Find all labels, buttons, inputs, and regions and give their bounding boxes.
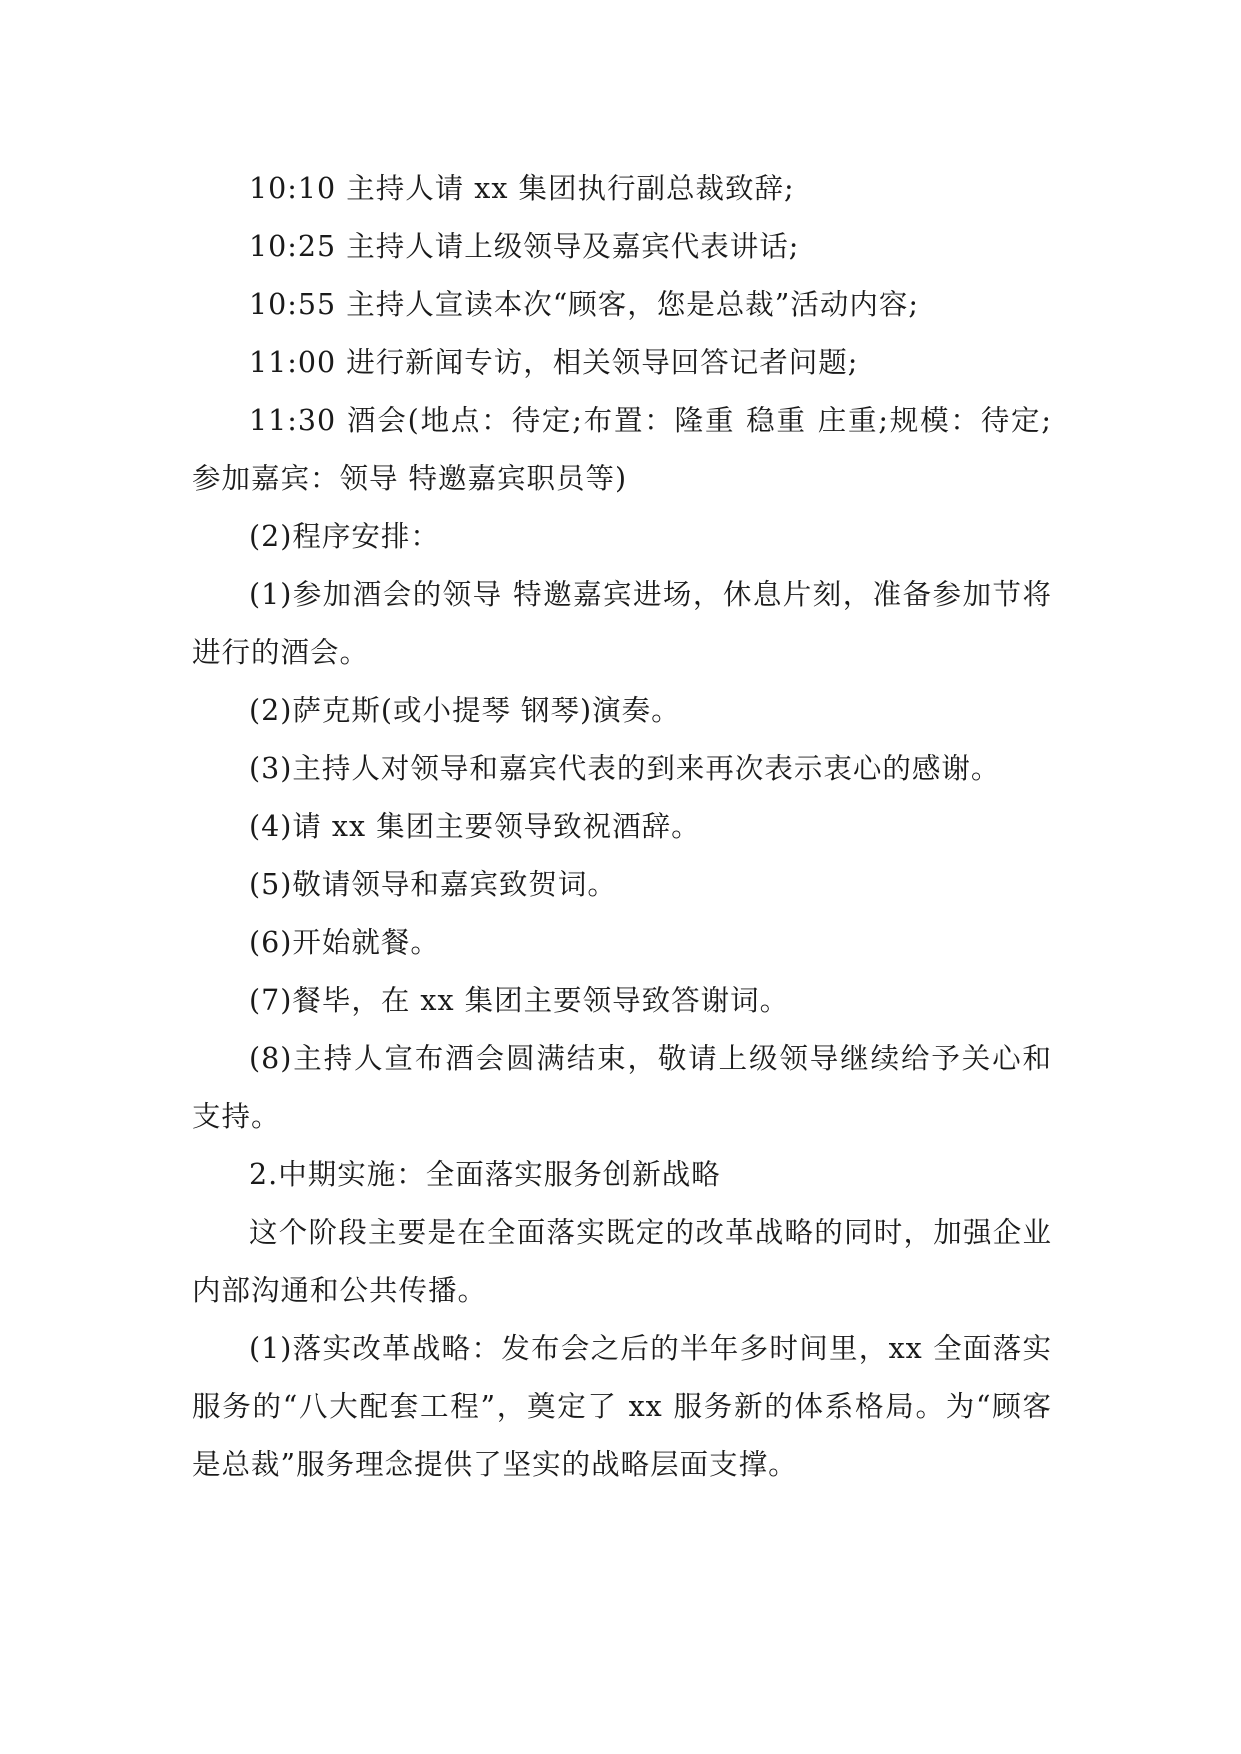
schedule-item-1130: 11:30 酒会(地点：待定;布置：隆重 稳重 庄重;规模：待定;参加嘉宾：领导 特邀嘉宾职员等) bbox=[192, 404, 1052, 495]
body-paragraph-mid-term: 这个阶段主要是在全面落实既定的改革战略的同时，加强企业内部沟通和公共传播。 bbox=[192, 1216, 1052, 1307]
section-heading-mid-term: 2.中期实施：全面落实服务创新战略 bbox=[249, 1158, 721, 1191]
section-heading-program: (2)程序安排： bbox=[249, 520, 440, 553]
schedule-item-1100: 11:00 进行新闻专访，相关领导回答记者问题; bbox=[249, 346, 859, 379]
program-step-8: (8)主持人宣布酒会圆满结束，敬请上级领导继续给予关心和支持。 bbox=[192, 1042, 1052, 1133]
program-step-4: (4)请 xx 集团主要领导致祝酒辞。 bbox=[249, 810, 701, 843]
body-paragraph-reform: (1)落实改革战略：发布会之后的半年多时间里，xx 全面落实服务的“八大配套工程”，奠定了 xx 服务新的体系格局。为“顾客是总裁”服务理念提供了坚实的战略层面支撑。 bbox=[192, 1332, 1052, 1481]
program-step-1: (1)参加酒会的领导 特邀嘉宾进场，休息片刻，准备参加节将进行的酒会。 bbox=[192, 578, 1052, 669]
program-step-5: (5)敬请领导和嘉宾致贺词。 bbox=[249, 868, 617, 901]
program-step-7: (7)餐毕，在 xx 集团主要领导致答谢词。 bbox=[249, 984, 790, 1017]
schedule-item-1025: 10:25 主持人请上级领导及嘉宾代表讲话; bbox=[249, 230, 800, 263]
program-step-6: (6)开始就餐。 bbox=[249, 926, 440, 959]
schedule-item-1055: 10:55 主持人宣读本次“顾客，您是总裁”活动内容; bbox=[249, 288, 919, 321]
program-step-2: (2)萨克斯(或小提琴 钢琴)演奏。 bbox=[249, 694, 681, 727]
schedule-item-1010: 10:10 主持人请 xx 集团执行副总裁致辞; bbox=[249, 172, 795, 205]
program-step-3: (3)主持人对领导和嘉宾代表的到来再次表示衷心的感谢。 bbox=[249, 752, 1001, 785]
document-body bbox=[192, 160, 1052, 1494]
